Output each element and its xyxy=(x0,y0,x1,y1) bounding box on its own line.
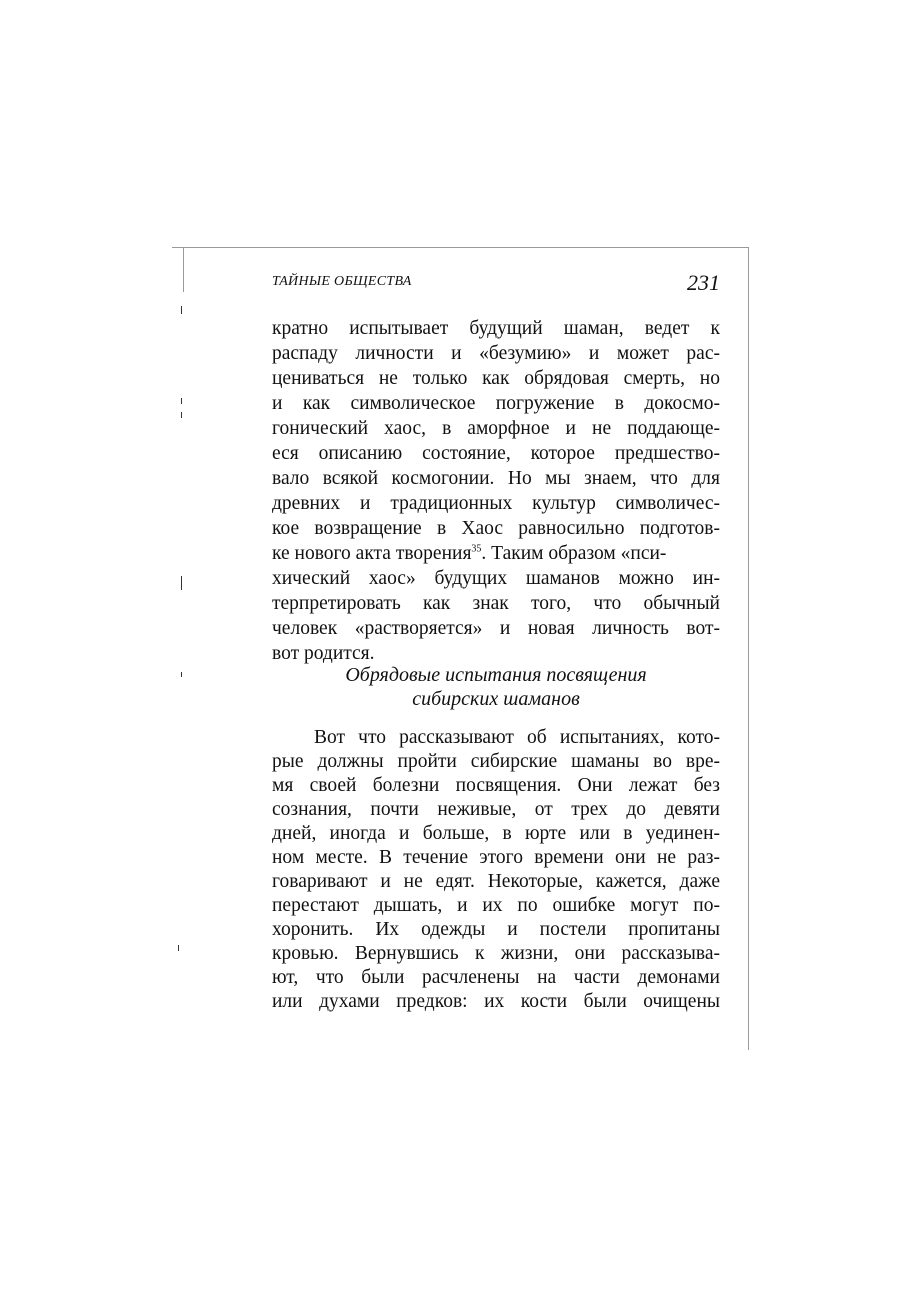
scan-artifact xyxy=(181,576,182,590)
text-line: и как символическое погружение в докосмо- xyxy=(272,393,720,414)
section-heading-line: Обрядовые испытания посвящения xyxy=(345,664,647,686)
text-line: перестают дышать, и их по ошибке могут по- xyxy=(272,895,720,916)
text-line: вало всякой космогонии. Но мы знаем, что для xyxy=(272,468,720,489)
scan-artifact xyxy=(181,398,182,404)
page-top-border xyxy=(172,247,749,248)
page-right-border xyxy=(748,247,749,1050)
text-line: древних и традиционных культур символичес- xyxy=(272,493,720,514)
text-line: хоронить. Их одежды и постели пропитаны xyxy=(272,919,720,940)
scan-artifact xyxy=(181,672,182,677)
paragraph-2 xyxy=(272,726,720,1014)
text-fragment: ке нового акта творения xyxy=(272,543,472,564)
text-line: хический хаос» будущих шаманов можно ин- xyxy=(272,568,720,589)
text-line: вот родится. xyxy=(272,643,375,664)
text-line: кратно испытывает будущий шаман, ведет к xyxy=(272,318,720,339)
footnote-reference[interactable]: 35 xyxy=(471,543,482,555)
section-heading xyxy=(272,663,720,711)
text-line: человек «растворяется» и новая личность вот- xyxy=(272,618,720,639)
text-line: ют, что были расчленены на части демонами xyxy=(272,967,720,988)
page-left-border xyxy=(183,247,184,292)
text-line: или духами предков: их кости были очищены xyxy=(272,991,720,1012)
scan-artifact xyxy=(178,945,179,951)
paragraph-1 xyxy=(272,316,720,666)
text-line: ном месте. В течение этого времени они не раз- xyxy=(272,847,720,868)
text-line: говаривают и не едят. Некоторые, кажется, даже xyxy=(272,871,720,892)
text-line: гонический хаос, в аморфное и не поддающе- xyxy=(272,418,720,439)
text-fragment: . Таким образом «пси- xyxy=(481,543,667,564)
text-line: сознания, почти неживые, от трех до девяти xyxy=(272,799,720,820)
page-number: 231 xyxy=(687,270,720,295)
text-line xyxy=(272,541,720,566)
running-title: ТАЙНЫЕ ОБЩЕСТВА xyxy=(272,274,412,289)
text-line: дней, иногда и больше, в юрте или в уединен- xyxy=(272,823,720,844)
section-heading-line: сибирских шаманов xyxy=(412,688,580,710)
text-line: распаду личности и «безумию» и может рас- xyxy=(272,343,720,364)
text-line: мя своей болезни посвящения. Они лежат без xyxy=(272,775,720,796)
running-header xyxy=(272,270,722,296)
text-line: цениваться не только как обрядовая смерть, но xyxy=(272,368,720,389)
text-line: кровью. Вернувшись к жизни, они рассказыва- xyxy=(272,943,720,964)
text-line: кое возвращение в Хаос равносильно подготов- xyxy=(272,518,720,539)
text-line: терпретировать как знак того, что обычный xyxy=(272,593,720,614)
scan-artifact xyxy=(181,412,182,418)
text-line: рые должны пройти сибирские шаманы во вре- xyxy=(272,751,720,772)
text-line: Вот что рассказывают об испытаниях, кото- xyxy=(314,727,720,748)
scan-artifact xyxy=(181,306,182,314)
text-line: еся описанию состояние, которое предшество- xyxy=(272,443,720,464)
